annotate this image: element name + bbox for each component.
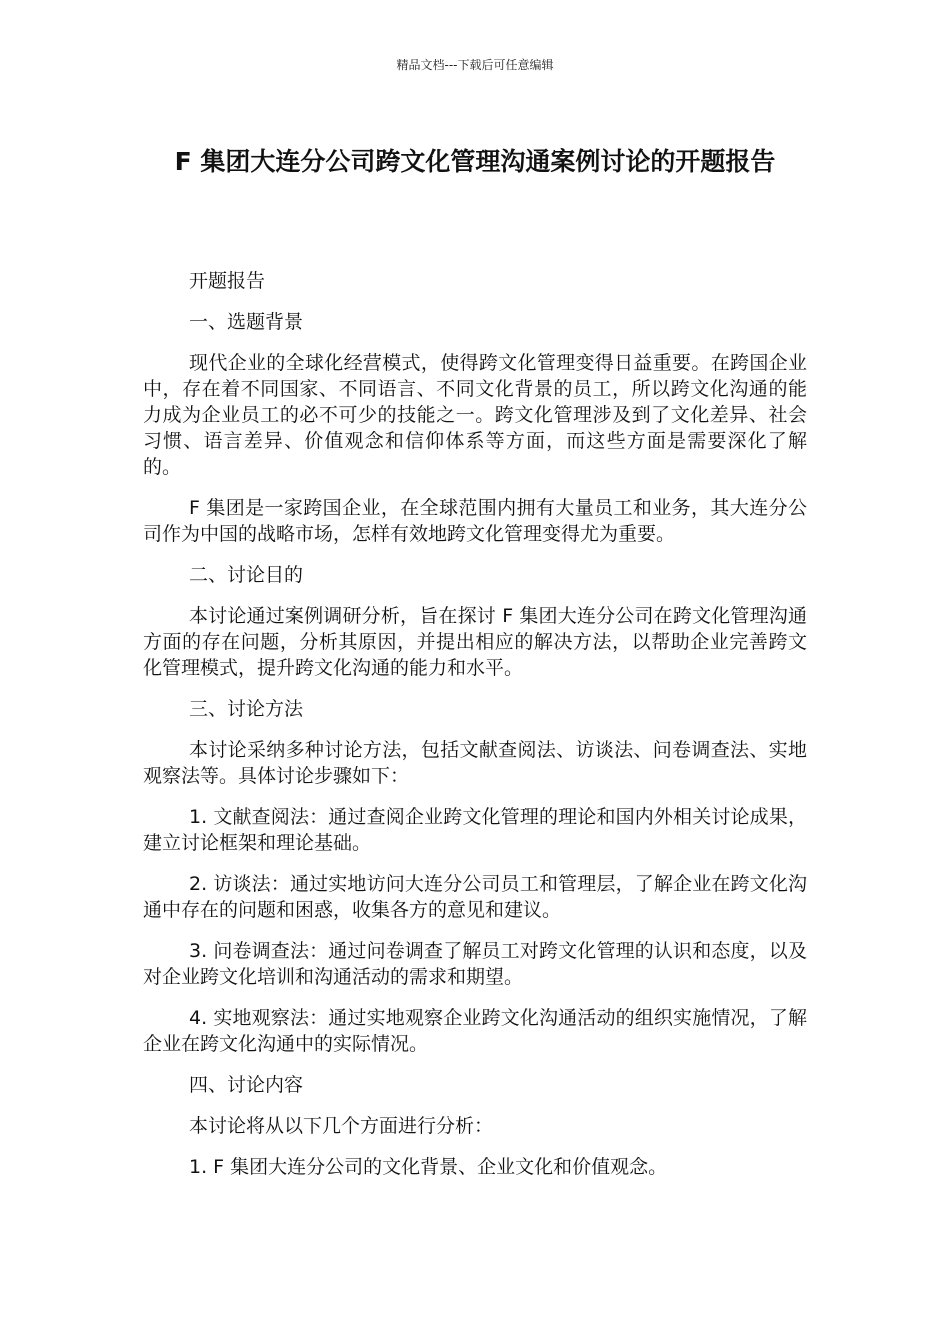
document-title: F 集团大连分公司跨文化管理沟通案例讨论的开题报告 <box>174 147 776 176</box>
list-item-method-4: 4. 实地观察法：通过实地观察企业跨文化沟通活动的组织实施情况，了解企业在跨文化沟通中的实际情况。 <box>143 1007 807 1055</box>
report-label: 开题报告 <box>189 270 266 292</box>
paragraph-background-2: F 集团是一家跨国企业，在全球范围内拥有大量员工和业务，其大连分公司作为中国的战略市场，怎样有效地跨文化管理变得尤为重要。 <box>143 497 807 545</box>
document-body <box>143 268 807 1195</box>
list-item-content-1: 1. F 集团大连分公司的文化背景、企业文化和价值观念。 <box>189 1156 668 1178</box>
section-heading-method: 三、讨论方法 <box>189 698 304 720</box>
paragraph-purpose: 本讨论通过案例调研分析，旨在探讨 F 集团大连分公司在跨文化管理沟通方面的存在问题，分析其原因，并提出相应的解决方法，以帮助企业完善跨文化管理模式，提升跨文化沟通的能力和水平。 <box>143 605 807 679</box>
section-heading-background: 一、选题背景 <box>189 311 304 333</box>
header-note: 精品文档---下载后可任意编辑 <box>396 58 554 72</box>
paragraph-method-intro: 本讨论采纳多种讨论方法，包括文献查阅法、访谈法、问卷调查法、实地观察法等。具体讨论步骤如下： <box>143 739 807 787</box>
paragraph-background-1: 现代企业的全球化经营模式，使得跨文化管理变得日益重要。在跨国企业中，存在着不同国家、不同语言、不同文化背景的员工，所以跨文化沟通的能力成为企业员工的必不可少的技能之一。跨文化管理涉及到了文化差异、社会习惯、语言差异、价值观念和信仰体系等方面，而这些方面是需要深化了解的。 <box>143 352 807 478</box>
section-heading-purpose: 二、讨论目的 <box>189 564 304 586</box>
section-heading-content: 四、讨论内容 <box>189 1074 304 1096</box>
list-item-method-3: 3. 问卷调查法：通过问卷调查了解员工对跨文化管理的认识和态度，以及对企业跨文化培训和沟通活动的需求和期望。 <box>143 940 807 988</box>
list-item-method-1: 1. 文献查阅法：通过查阅企业跨文化管理的理论和国内外相关讨论成果，建立讨论框架和理论基础。 <box>143 806 807 854</box>
paragraph-content-intro: 本讨论将从以下几个方面进行分析： <box>189 1115 494 1137</box>
list-item-method-2: 2. 访谈法：通过实地访问大连分公司员工和管理层，了解企业在跨文化沟通中存在的问题和困惑，收集各方的意见和建议。 <box>143 873 807 921</box>
